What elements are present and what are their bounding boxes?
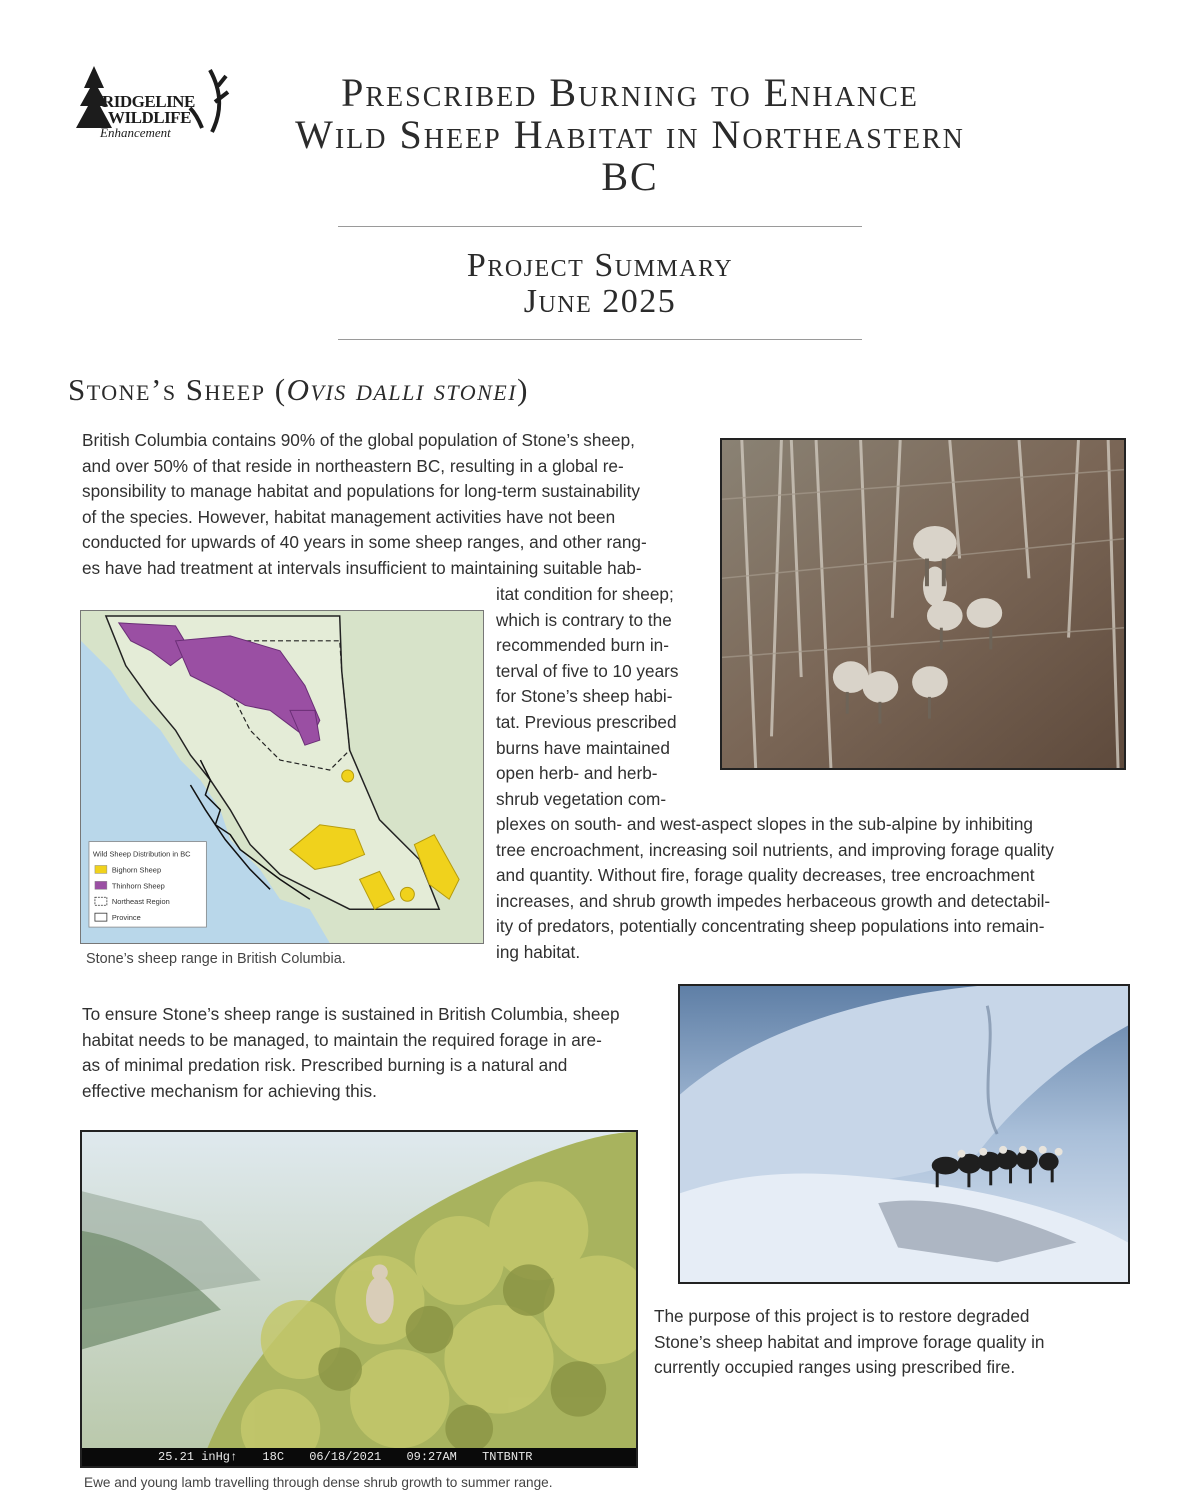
title-line-3: BC	[601, 154, 659, 199]
trail-camera-caption	[84, 1475, 644, 1490]
date-readout: 06/18/2021	[309, 1450, 382, 1464]
title-divider	[338, 226, 862, 227]
subtitle-divider	[338, 339, 862, 340]
intro-paragraph-narrow	[496, 582, 716, 812]
text-line: ing habitat.	[496, 941, 581, 962]
text-line: and over 50% of that reside in northeastern BC, resulting in a global re-	[82, 455, 624, 476]
text-line: of the species. However, habitat management activities have not been	[82, 506, 616, 527]
text-line: effective mechanism for achieving this.	[82, 1080, 377, 1101]
logo-line-2: WILDLIFE	[108, 108, 191, 127]
section-heading	[68, 372, 529, 408]
text-line: currently occupied ranges using prescribed fire.	[654, 1357, 1016, 1378]
ridgeline-logo	[72, 62, 232, 148]
text-line: shrub vegetation com-	[496, 788, 667, 809]
text-line: ity of predators, potentially concentrating sheep populations into remain-	[496, 916, 1045, 937]
subtitle-line-1: Project Summary	[466, 247, 734, 284]
caption-line: Ewe and young lamb travelling through dense shrub growth to summer	[84, 1475, 511, 1490]
temperature-readout: 18C	[262, 1450, 285, 1464]
legend-title: Wild Sheep Distribution in BC	[92, 849, 191, 859]
text-line: habitat needs to be managed, to maintain the required forage in are-	[82, 1029, 602, 1050]
text-line: and quantity. Without fire, forage quality decreases, tree encroachment	[496, 865, 1035, 886]
intro-paragraph-top	[82, 428, 722, 582]
legend-province: Province	[111, 913, 141, 923]
legend-northeast-region: Northeast Region	[111, 897, 170, 907]
text-line: terval of five to 10 years	[496, 660, 679, 681]
camera-id: TNTBNTR	[482, 1450, 533, 1464]
text-line: British Columbia contains 90% of the global population of Stone’s sheep,	[82, 430, 635, 450]
title-line-1: Prescribed Burning to Enhance	[341, 70, 919, 115]
text-line: increases, and shrub growth impedes herbaceous growth and detectabil-	[496, 890, 1051, 911]
snow-sheep-photo	[678, 984, 1130, 1284]
time-readout: 09:27AM	[406, 1450, 457, 1464]
text-line: recommended burn in-	[496, 635, 669, 656]
text-line: es have had treatment at intervals insufficient to maintaining suitable hab-	[82, 557, 642, 578]
heading-latin-name: Ovis dalli stonei	[286, 372, 518, 407]
rams-forest-photo	[720, 438, 1126, 770]
text-line: for Stone’s sheep habi-	[496, 686, 673, 707]
text-line: as of minimal predation risk. Prescribed burning is a natural and	[82, 1055, 568, 1076]
text-line: plexes on south- and west-aspect slopes in the sub-alpine by inhibiting	[496, 814, 1033, 834]
purpose-paragraph	[654, 1304, 1114, 1381]
subtitle-line-2: June 2025	[523, 283, 677, 320]
text-line: itat condition for sheep;	[496, 584, 674, 604]
text-line: Stone’s sheep habitat and improve forage quality in	[654, 1331, 1045, 1352]
legend-thinhorn: Thinhorn Sheep	[111, 881, 165, 891]
intro-paragraph-bottom	[496, 812, 1136, 966]
logo-line-1: RIDGELINE	[102, 92, 195, 111]
text-line: tat. Previous prescribed	[496, 711, 677, 732]
caption-line: range.	[513, 1475, 553, 1490]
project-subtitle	[340, 248, 860, 320]
text-line: open herb- and herb-	[496, 763, 658, 784]
trail-camera-photo	[80, 1130, 638, 1468]
text-line: burns have maintained	[496, 737, 670, 758]
heading-close: )	[517, 372, 529, 407]
pressure-readout: 25.21 inHg↑	[158, 1450, 238, 1464]
bc-map-image	[81, 611, 483, 943]
trail-camera-info-bar	[82, 1448, 636, 1466]
text-line: which is contrary to the	[496, 609, 672, 630]
text-line: To ensure Stone’s sheep range is sustained in British Columbia, sheep	[82, 1004, 620, 1024]
snow-sheep-image	[680, 986, 1128, 1282]
heading-text: Stone’s Sheep (	[68, 372, 287, 407]
text-line: The purpose of this project is to restore degraded	[654, 1306, 1030, 1326]
rams-forest-image	[722, 440, 1124, 768]
sheep-range-map	[80, 610, 484, 944]
shrub-growth-image	[82, 1132, 636, 1466]
text-line: conducted for upwards of 40 years in some sheep ranges, and other rang-	[82, 532, 647, 553]
title-line-2: Wild Sheep Habitat in Northeastern	[295, 112, 965, 157]
logo-line-3: Enhancement	[100, 125, 171, 140]
text-line: tree encroachment, increasing soil nutrients, and improving forage quality	[496, 839, 1054, 860]
page-title	[230, 72, 1030, 198]
text-line: sponsibility to manage habitat and populations for long-term sustainability	[82, 481, 640, 502]
management-paragraph	[82, 1002, 682, 1104]
legend-bighorn: Bighorn Sheep	[111, 865, 162, 875]
map-caption: Stone’s sheep range in British Columbia.	[86, 951, 346, 967]
